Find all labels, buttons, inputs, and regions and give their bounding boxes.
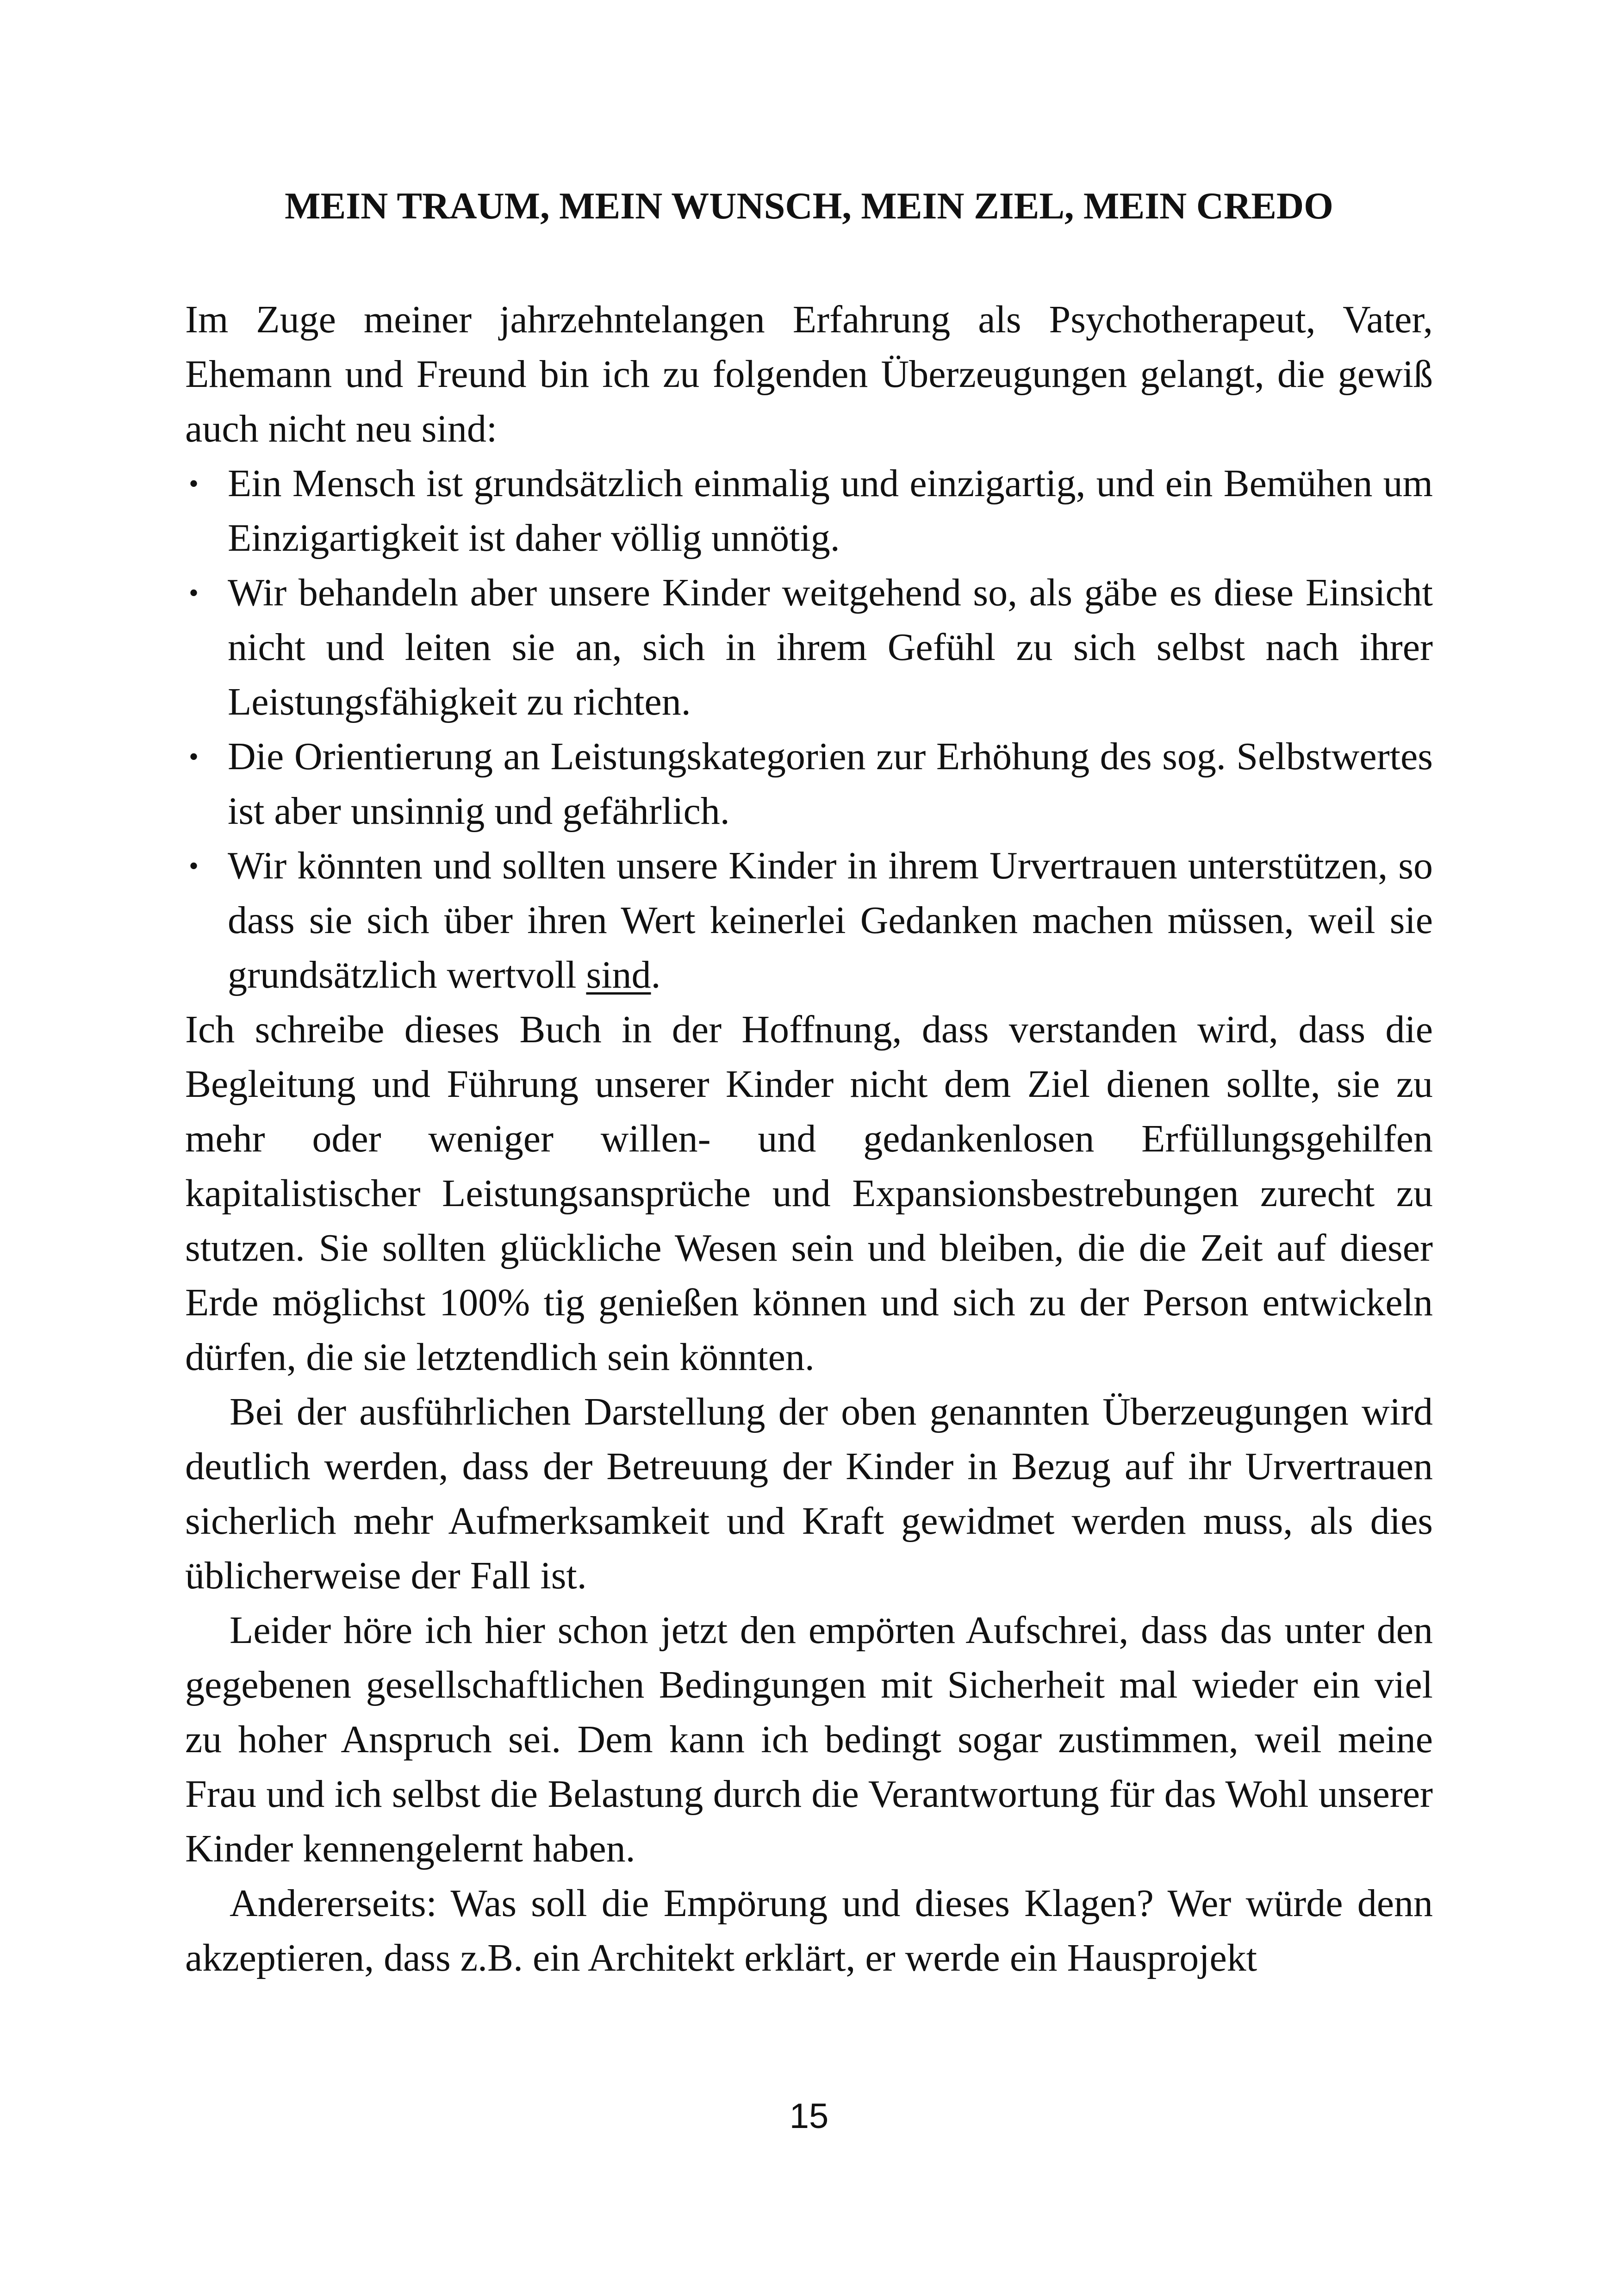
bullet-icon: • bbox=[189, 468, 199, 499]
intro-paragraph: Im Zuge meiner jahrzehntelangen Erfahrung als Psychotherapeut, Vater, Ehemann und Freund bin ich zu folgenden Überzeugungen gelangt, die gewiß auch nicht neu sind: bbox=[185, 298, 1433, 450]
list-item-text-start: Wir könnten und sollten unsere Kinder in ihrem Urvertrauen unterstützen, so dass sie sich über ihren Wert keinerlei Gedanken machen müssen, weil sie grundsätzlich wertvoll bbox=[228, 844, 1433, 996]
body-paragraph: Ich schreibe dieses Buch in der Hoffnung, dass verstanden wird, dass die Begleitung und Führung unserer Kinder nicht dem Ziel dienen sollte, sie zu mehr oder weniger willen- und gedankenlosen Erfüllungsgehilfen kapitalistischer Leistungsansprüche und Expansionsbestrebungen zurecht zu stutzen. Sie sollten glückliche Wesen sein und bleiben, die die Zeit auf dieser Erde möglichst 100% tig genießen können und sich zu der Person entwickeln dürfen, die sie letztendlich sein könnten. bbox=[185, 1008, 1433, 1379]
chapter-heading: MEIN TRAUM, MEIN WUNSCH, MEIN ZIEL, MEIN CREDO bbox=[285, 185, 1333, 227]
list-item-text bbox=[228, 844, 1433, 996]
body-paragraph: Andererseits: Was soll die Empörung und dieses Klagen? Wer würde denn akzeptieren, dass z.B. ein Architekt erklärt, er werde ein Hausprojekt bbox=[185, 1882, 1433, 1979]
list-item bbox=[185, 729, 1433, 839]
list-item bbox=[185, 456, 1433, 566]
body-paragraph: Bei der ausführlichen Darstellung der oben genannten Überzeugungen wird deutlich werden, dass der Betreuung der Kinder in Bezug auf ihr Urvertrauen sicherlich mehr Aufmerksamkeit und Kraft gewidmet werden muss, als dies üblicherweise der Fall ist. bbox=[185, 1390, 1433, 1597]
belief-list bbox=[185, 456, 1433, 1002]
list-item bbox=[185, 839, 1433, 1002]
list-item-text: Ein Mensch ist grundsätzlich einmalig und einzigartig, und ein Bemühen um Einzigartigkeit ist daher völlig unnötig. bbox=[228, 462, 1433, 560]
list-item-text: Wir behandeln aber unsere Kinder weitgehend so, als gäbe es diese Einsicht nicht und leiten sie an, sich in ihrem Gefühl zu sich selbst nach ihrer Leistungsfähigkeit zu richten. bbox=[228, 571, 1433, 723]
underlined-emphasis: sind bbox=[586, 953, 651, 996]
page-number: 15 bbox=[789, 2097, 829, 2136]
body-paragraph: Leider höre ich hier schon jetzt den empörten Aufschrei, dass das unter den gegebenen gesellschaftlichen Bedingungen mit Sicherheit mal wieder ein viel zu hoher Anspruch sei. Dem kann ich bedingt sogar zustimmen, weil meine Frau und ich selbst die Belastung durch die Verantwortung für das Wohl unserer Kinder kennengelernt haben. bbox=[185, 1609, 1433, 1870]
list-item-text: Die Orientierung an Leistungskategorien zur Erhöhung des sog. Selbstwertes ist aber unsinnig und gefährlich. bbox=[228, 735, 1433, 833]
bullet-icon: • bbox=[189, 578, 199, 608]
list-item bbox=[185, 566, 1433, 729]
bullet-icon: • bbox=[189, 851, 199, 881]
bullet-icon: • bbox=[189, 741, 199, 772]
list-item-text-end: . bbox=[651, 953, 661, 996]
body-text bbox=[185, 292, 1433, 1985]
